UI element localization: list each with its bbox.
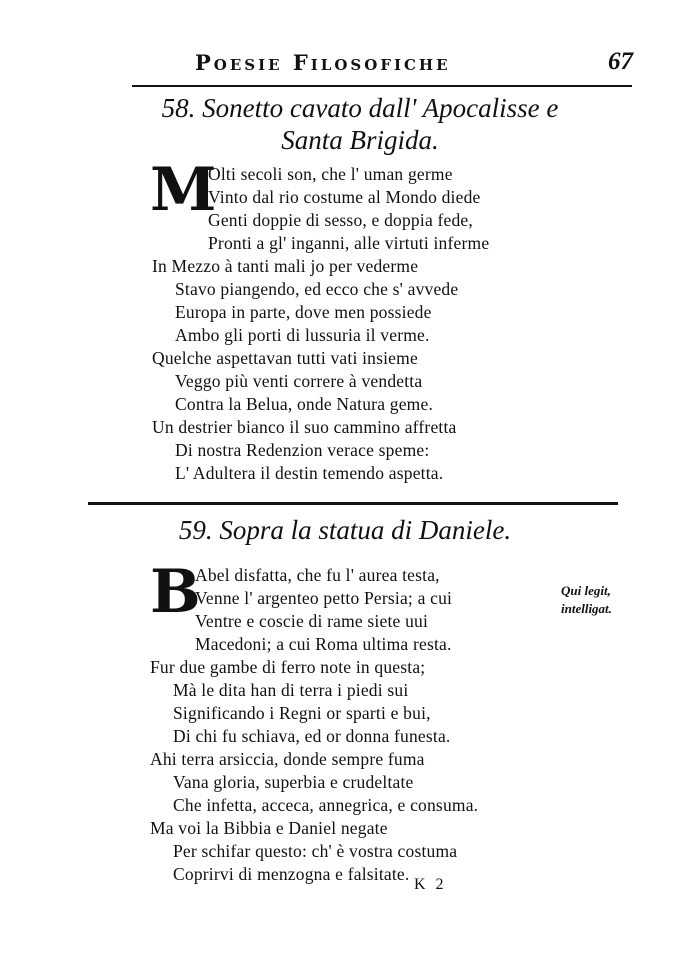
sonnet-58-line: Veggo più venti correre à vendetta xyxy=(175,371,423,391)
sonnet-59-dropcap: B xyxy=(150,557,201,627)
page-number: 67 xyxy=(608,48,633,75)
sonnet-58-line: In Mezzo à tanti mali jo per vederme xyxy=(152,256,419,276)
sonnet-58-line: Contra la Belua, onde Natura geme. xyxy=(175,394,434,414)
sonnet-58-line: Ambo gli porti di lussuria il verme. xyxy=(175,325,430,345)
sonnet-59-line: Significando i Regni or sparti e bui, xyxy=(173,703,431,723)
sonnet-59-line: Vana gloria, superbia e crudeltate xyxy=(173,772,414,792)
sonnet-59-line: Abel disfatta, che fu l' aurea testa, xyxy=(195,565,440,585)
signature-mark: K 2 xyxy=(414,876,447,893)
sonnet-58-title-line-1: 58. Sonetto cavato dall' Apocalisse e xyxy=(161,93,559,123)
sonnet-58-line: Vinto dal rio costume al Mondo diede xyxy=(208,187,481,207)
sonnet-58-line: Un destrier bianco il suo cammino affretta xyxy=(152,417,457,437)
running-head: Poesie Filosofiche xyxy=(195,50,451,75)
sonnet-58-line: Stavo piangendo, ed ecco che s' avvede xyxy=(175,279,459,299)
sonnet-58-line: Genti doppie di sesso, e doppia fede, xyxy=(208,210,473,230)
sonnet-58-line: Di nostra Redenzion verace speme: xyxy=(175,440,430,460)
sonnet-58-line: Olti secoli son, che l' uman germe xyxy=(208,164,453,184)
sonnet-58-line: Quelche aspettavan tutti vati insieme xyxy=(152,348,418,368)
marginal-note-line-2: intelligat. xyxy=(561,601,612,616)
sonnet-59-line: Coprirvi di menzogna e falsitate. xyxy=(173,864,410,884)
sonnet-58-title xyxy=(150,92,570,156)
sonnet-59-line: Per schifar questo: ch' è vostra costuma xyxy=(173,841,458,861)
sonnet-59-title: 59. Sopra la statua di Daniele. xyxy=(178,515,512,545)
sonnet-59-line: Ventre e coscie di rame siete uui xyxy=(195,611,429,631)
sonnet-59-line: Mà le dita han di terra i piedi sui xyxy=(173,680,409,700)
sonnet-59-line: Che infetta, acceca, annegrica, e consuma. xyxy=(173,795,479,815)
sonnet-59-line: Fur due gambe di ferro note in questa; xyxy=(150,657,426,677)
sonnet-58-line: Pronti a gl' inganni, alle virtuti inferme xyxy=(208,233,490,253)
sonnet-59-line: Ahi terra arsiccia, donde sempre fuma xyxy=(150,749,425,769)
sonnet-59-line: Macedoni; a cui Roma ultima resta. xyxy=(195,634,452,654)
header-rule xyxy=(132,85,632,87)
sonnet-58-line: Europa in parte, dove men possiede xyxy=(175,302,432,322)
section-divider xyxy=(88,502,618,505)
sonnet-59-line: Di chi fu schiava, ed or donna funesta. xyxy=(173,726,451,746)
sonnet-59-line: Ma voi la Bibbia e Daniel negate xyxy=(150,818,388,838)
sonnet-58-dropcap: M xyxy=(150,155,217,225)
sonnet-59-line: Venne l' argenteo petto Persia; a cui xyxy=(195,588,453,608)
marginal-note-line-1: Qui legit, xyxy=(561,583,611,598)
sonnet-58-title-line-2: Santa Brigida. xyxy=(281,125,439,155)
marginal-note xyxy=(561,582,612,618)
sonnet-58-line: L' Adultera il destin temendo aspetta. xyxy=(175,463,444,483)
